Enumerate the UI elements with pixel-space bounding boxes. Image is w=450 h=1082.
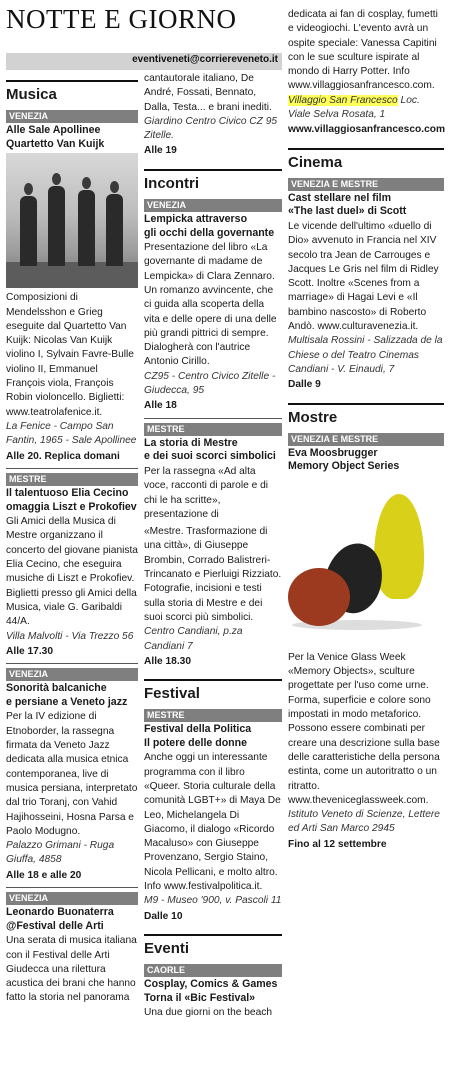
event-date: Alle 20. Replica domani: [6, 450, 120, 462]
page-title: NOTTE E GIORNO: [6, 4, 237, 34]
contact-email[interactable]: eventiveneti@corriereveneto.it: [132, 54, 278, 65]
section-heading-cinema: Cinema: [288, 148, 444, 172]
location-tag: VENEZIA: [6, 892, 138, 905]
event-location: Loc. Viale Selva Rosata, 1: [288, 94, 420, 121]
location-tag: VENEZIA E MESTRE: [288, 433, 444, 446]
event-headline: gli occhi della governante: [144, 226, 275, 239]
event-headline: Sonorità balcaniche: [6, 682, 107, 695]
location-tag: CAORLE: [144, 964, 282, 977]
event-location: Palazzo Grimani - Ruga Giuffa, 4858: [6, 840, 115, 866]
quartet-photo: [6, 153, 138, 288]
column-1: [6, 0, 138, 1006]
event-body: Presentazione del libro «La governante di madame de Lempicka» di Clara Zennaro. Un romanzo avvincente, che ci guida alla scoperta della vita e delle opere di una delle più grandi pittrici di sempre. Dialogherà con l'autrice Antonio Cirillo.: [144, 242, 277, 368]
event-headline: e persiane a Veneto jazz: [6, 695, 128, 708]
section-heading-musica: Musica: [6, 80, 138, 104]
event-location: Villa Malvolti - Via Trezzo 56: [6, 630, 134, 642]
location-tag: VENEZIA: [6, 110, 138, 123]
event-location: M9 - Museo '900, v. Pascoli 11: [144, 895, 282, 907]
event-date: Fino al 12 settembre: [288, 838, 387, 850]
event-body: Una serata di musica italiana con il Festival delle Arti Giudecca una rilettura acustica dei brani che hanno fatto la storia nel panorama: [6, 935, 137, 1004]
column-3: [288, 0, 444, 856]
event-location: CZ95 - Centro Civico Zitelle - Giudecca, 95: [144, 370, 276, 397]
event-headline: @Festival delle Arti: [6, 919, 104, 932]
event-date: Alle 18 e alle 20: [6, 869, 82, 881]
event-date: Dalle 10: [144, 910, 183, 922]
event-headline: Il talentuoso Elia Cecino: [6, 487, 129, 500]
event-location: Multisala Rossini - Salizzada de la Chiese o del Teatro Cinemas Candiani - V. Einaudi, 7: [288, 335, 443, 375]
event-location: La Fenice - Campo San Fantin, 1965 - Sale Apollinee: [6, 420, 137, 447]
event-body: Gli Amici della Musica di Mestre organizzano il concerto del giovane pianista Elia Cecino, che eseguira musiche di Liszt e Prokofiev. Biglietti presso gli Amici della Musica, viale G. Garibaldi 44/A.: [6, 516, 138, 628]
event-location: Istituto Veneto di Scienze, Lettere ed Arti San Marco 2945: [288, 809, 440, 835]
event-date: Alle 18.30: [144, 655, 192, 667]
event-body: Le vicende dell'ultimo «duello di Dio» avvenuto in Francia nel XIV secolo tra Jean de Carrouges e Jacques Le Gris nel film di Ridley Scott. Inoltre «Scenes from a marriage» di Hagai Levi e «Il bambino nascosto» di Roberto Andò. www.culturavenezia.it.: [288, 220, 439, 333]
event-headline: Leonardo Buonaterra: [6, 906, 114, 919]
event-date: Alle 18: [144, 400, 177, 412]
event-headline: e dei suoi scorci simbolici: [144, 450, 276, 463]
section-heading-mostre: Mostre: [288, 403, 444, 427]
event-body: Anche oggi un interessante programma con il libro «Queer. Storia culturale della comunità LGBT+» di Maya De Leo, Michelangela Di Giacomo, il dialogo «Ricordo Macaluso» con Giuseppe Provenzano, Sergio Staino, Nicola Pellicani, e molto altro. Info www.festivalpolitica.it.: [144, 752, 281, 893]
event-headline: Alle Sale Apollinee: [6, 124, 101, 137]
event-body: Per la rassegna «Ad alta voce, racconti di parole e di chi le ha scritte», presentazione di: [144, 465, 269, 520]
event-headline: Lempicka attraverso: [144, 213, 248, 226]
event-date: Dalle 9: [288, 379, 321, 391]
column-2: [144, 0, 282, 1021]
section-heading-incontri: Incontri: [144, 169, 282, 193]
location-tag: MESTRE: [6, 473, 138, 486]
event-date: Alle 17.30: [6, 645, 54, 657]
highlighted-venue: Villaggio San Francesco: [288, 94, 398, 106]
event-url[interactable]: www.villaggiosanfrancesco.com: [288, 124, 446, 136]
event-headline: Il potere delle donne: [144, 736, 248, 749]
event-headline: Cast stellare nel film: [288, 191, 392, 204]
event-date: Alle 19: [144, 145, 177, 157]
section-heading-eventi: Eventi: [144, 934, 282, 958]
location-tag: MESTRE: [144, 423, 282, 436]
continued-body: cantautorale italiano, De André, Fossati, Bennato, Dalla, Testa... e brani inediti.: [144, 73, 272, 113]
event-location: Giardino Centro Civico CZ 95 Zitelle.: [144, 115, 278, 142]
sculpture-photo: [288, 478, 438, 643]
event-headline: «The last duel» di Scott: [288, 205, 407, 218]
event-headline: omaggia Liszt e Prokofiev: [6, 500, 137, 513]
event-headline: Memory Object Series: [288, 460, 400, 473]
event-headline: Torna il «Bic Festival»: [144, 991, 256, 1004]
continued-body: dedicata ai fan di cosplay, fumetti e videogiochi. L'evento avrà un ospite speciale: Vanessa Capitini con le sue sculture ispirate al mondo di Harry Potter. Info www.villaggiosanfrancesco.com.: [288, 9, 438, 92]
event-headline: La storia di Mestre: [144, 436, 238, 449]
event-headline: Quartetto Van Kuijk: [6, 137, 105, 150]
location-tag: VENEZIA E MESTRE: [288, 178, 444, 191]
event-location: Centro Candiani, p.za Candiani 7: [144, 626, 243, 652]
event-headline: Eva Moosbrugger: [288, 446, 378, 459]
event-body: Per la Venice Glass Week «Memory Objects», sculture progettate per l'uso come urne. Forma, superficie e colore sono impostati in modo metaforico. Possono essere combinati per creare una descrizione sulla base delle caratteristiche della persona estinta, come un autoritratto o un ritratto. www.theveniceglassweek.com.: [288, 651, 440, 806]
section-heading-festival: Festival: [144, 679, 282, 703]
location-tag: MESTRE: [144, 709, 282, 722]
event-headline: Festival della Politica: [144, 723, 252, 736]
event-body: Una due giorni on the beach: [144, 1007, 273, 1019]
location-tag: VENEZIA: [144, 199, 282, 212]
event-headline: Cosplay, Comics & Games: [144, 978, 278, 991]
event-body: Composizioni di Mendelsshon e Grieg eseguite dal Quartetto Van Kuijk: Nicolas Van Kuijk violino I, Sylvain Favre-Bulle violino II, Emmanuel François viola, François Robin violoncello. Biglietti: www.teatrolafenice.it.: [6, 292, 134, 418]
event-body: «Mestre. Trasformazione di una città», di Giuseppe Brombin, Corrado Balistreri-Trincanato e Pierluigi Rizziato. Fotografie, incisioni e testi sulla storia di Mestre e dei suoi scorci più simbolici.: [144, 526, 282, 623]
location-tag: VENEZIA: [6, 668, 138, 681]
event-body: Per la IV edizione di Etnoborder, la rassegna firmata da Veneto Jazz dedicata alla musica etnica contemporanea, live di musica persiana, interpretato dal trio Toranj, con Vahid Hajihosseini, Hosna Parsa e Paolo Modugno.: [6, 711, 138, 837]
